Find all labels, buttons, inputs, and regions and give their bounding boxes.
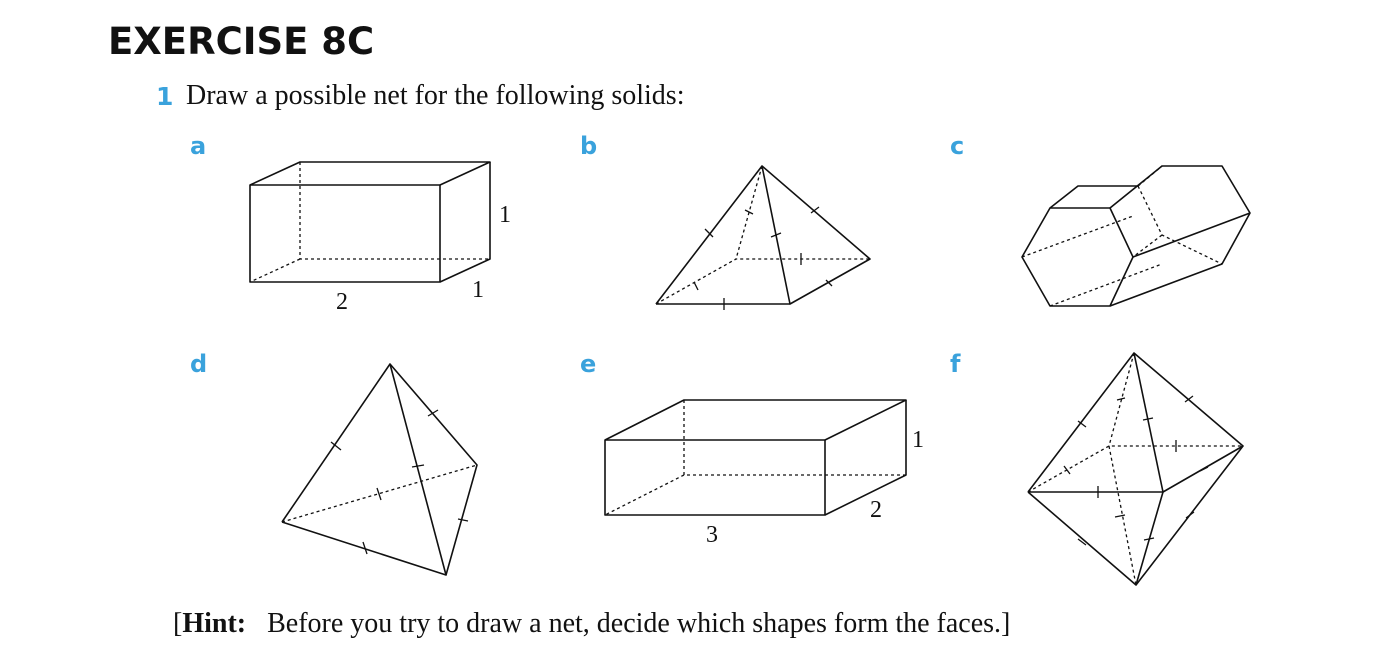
pyramid-b-visible-edges bbox=[656, 166, 870, 304]
hint-keyword: Hint: bbox=[182, 608, 247, 639]
tetrahedron-d bbox=[282, 364, 477, 575]
cuboid-e-side-edges bbox=[825, 400, 906, 515]
cuboid-e-top-face bbox=[605, 400, 906, 440]
part-c-label: c bbox=[950, 132, 965, 160]
tetrahedron-d-outline bbox=[282, 364, 477, 575]
part-d-label: d bbox=[190, 350, 208, 378]
hint-text bbox=[173, 608, 1010, 640]
prism-c-hidden-edge-bottom bbox=[1050, 264, 1162, 306]
octahedron-f-tick-marks bbox=[1064, 396, 1208, 545]
cuboid-a bbox=[250, 162, 511, 315]
part-a-label: a bbox=[190, 132, 207, 160]
prism-c-outline-right bbox=[1110, 166, 1250, 306]
part-b-label: b bbox=[580, 132, 598, 160]
cuboid-e-hidden-edge-depth bbox=[605, 475, 684, 515]
pyramid-b-tick-marks bbox=[694, 207, 832, 310]
question-number: 1 bbox=[156, 82, 174, 111]
cuboid-a-top-face bbox=[250, 162, 490, 185]
prism-c-front-hexagon bbox=[1022, 208, 1133, 306]
prism-c-hidden-edge-mid bbox=[1133, 235, 1162, 257]
cuboid-a-height-label: 1 bbox=[499, 202, 511, 228]
octahedron-f bbox=[1028, 353, 1243, 585]
question-text: Draw a possible net for the following solids: bbox=[186, 80, 685, 111]
cuboid-a-side-edges bbox=[440, 162, 490, 282]
pyramid-b-hidden-base-edges bbox=[656, 259, 870, 304]
cuboid-a-hidden-edges bbox=[300, 162, 490, 259]
cuboid-a-depth-label: 1 bbox=[472, 277, 484, 303]
cuboid-a-front-face bbox=[250, 185, 440, 282]
hexagonal-prism-c bbox=[1022, 166, 1250, 306]
cuboid-e-height-label: 1 bbox=[912, 427, 924, 453]
cuboid-e-front-face bbox=[605, 440, 825, 515]
part-f-label: f bbox=[950, 350, 961, 378]
cuboid-e bbox=[605, 400, 924, 548]
cuboid-a-length-label: 2 bbox=[336, 289, 348, 315]
cuboid-e-length-label: 3 bbox=[706, 522, 718, 548]
octahedron-f-hidden-equator bbox=[1028, 446, 1243, 492]
exercise-title: EXERCISE 8C bbox=[108, 20, 375, 63]
octahedron-f-outline bbox=[1028, 353, 1243, 585]
cuboid-e-depth-label: 2 bbox=[870, 497, 882, 523]
square-pyramid-b bbox=[656, 166, 870, 310]
hint-open-bracket: [ bbox=[173, 608, 183, 639]
hint-body: Before you try to draw a net, decide which shapes form the faces.] bbox=[267, 608, 1011, 639]
prism-c-side-edge bbox=[1133, 213, 1250, 257]
prism-c-hidden-back-hex bbox=[1138, 186, 1222, 264]
cuboid-e-hidden-edges bbox=[684, 400, 906, 475]
part-e-label: e bbox=[580, 350, 597, 378]
cuboid-a-hidden-edge-depth bbox=[250, 259, 300, 282]
